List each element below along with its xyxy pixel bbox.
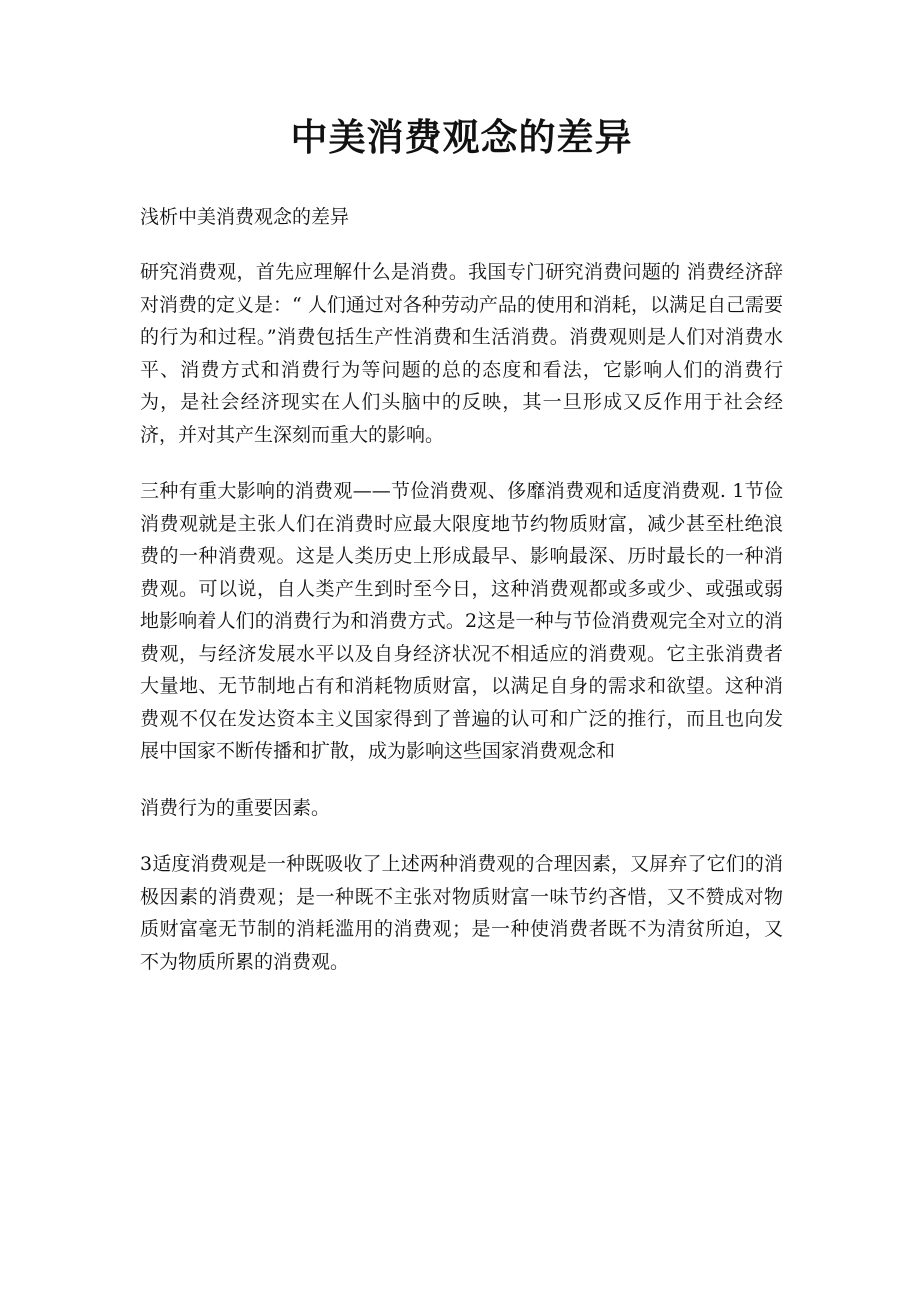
document-title: 中美消费观念的差异	[290, 115, 633, 159]
paragraph-moderate-consumption: 3适度消费观是一种既吸收了上述两种消费观的合理因素，又屏弃了它们的消极因素的消费观；是一种既不主张对物质财富一味节约吝惜，又不赞成对物质财富毫无节制的消耗滥用的消费观；是一种使消费者既不为清贫所迫，又不为物质所累的消费观。	[140, 853, 783, 973]
paragraph-consumption-definition: 研究消费观，首先应理解什么是消费。我国专门研究消费问题的 消费经济辞对消费的定义是：“ 人们通过对各种劳动产品的使用和消耗，以满足自己需要的行为和过程。”消费包括生产性消费和生活消费。消费观则是人们对消费水平、消费方式和消费行为等问题的总的态度和看法，它影响人们的消费行为，是社会经济现实在人们头脑中的反映，其一旦形成又反作用于社会经济，并对其产生深刻而重大的影响。	[140, 261, 783, 446]
document-subtitle: 浅析中美消费观念的差异	[140, 206, 350, 228]
paragraph-continuation: 消费行为的重要因素。	[140, 796, 331, 819]
document-page	[140, 0, 783, 978]
paragraph-three-consumption-views: 三种有重大影响的消费观——节俭消费观、侈靡消费观和适度消费观. 1节俭消费观就是主张人们在消费时应最大限度地节约物质财富，减少甚至杜绝浪费的一种消费观。这是人类历史上形成最早、影响最深、历时最长的一种消费观。可以说，自人类产生到时至今日，这种消费观都或多或少、或强或弱地影响着人们的消费行为和消费方式。2这是一种与节俭消费观完全对立的消费观，与经济发展水平以及自身经济状况不相适应的消费观。它主张消费者大量地、无节制地占有和消耗物质财富，以满足自身的需求和欲望。这种消费观不仅在发达资本主义国家得到了普遍的认可和广泛的推行，而且也向发展中国家不断传播和扩散，成为影响这些国家消费观念和	[140, 480, 783, 762]
